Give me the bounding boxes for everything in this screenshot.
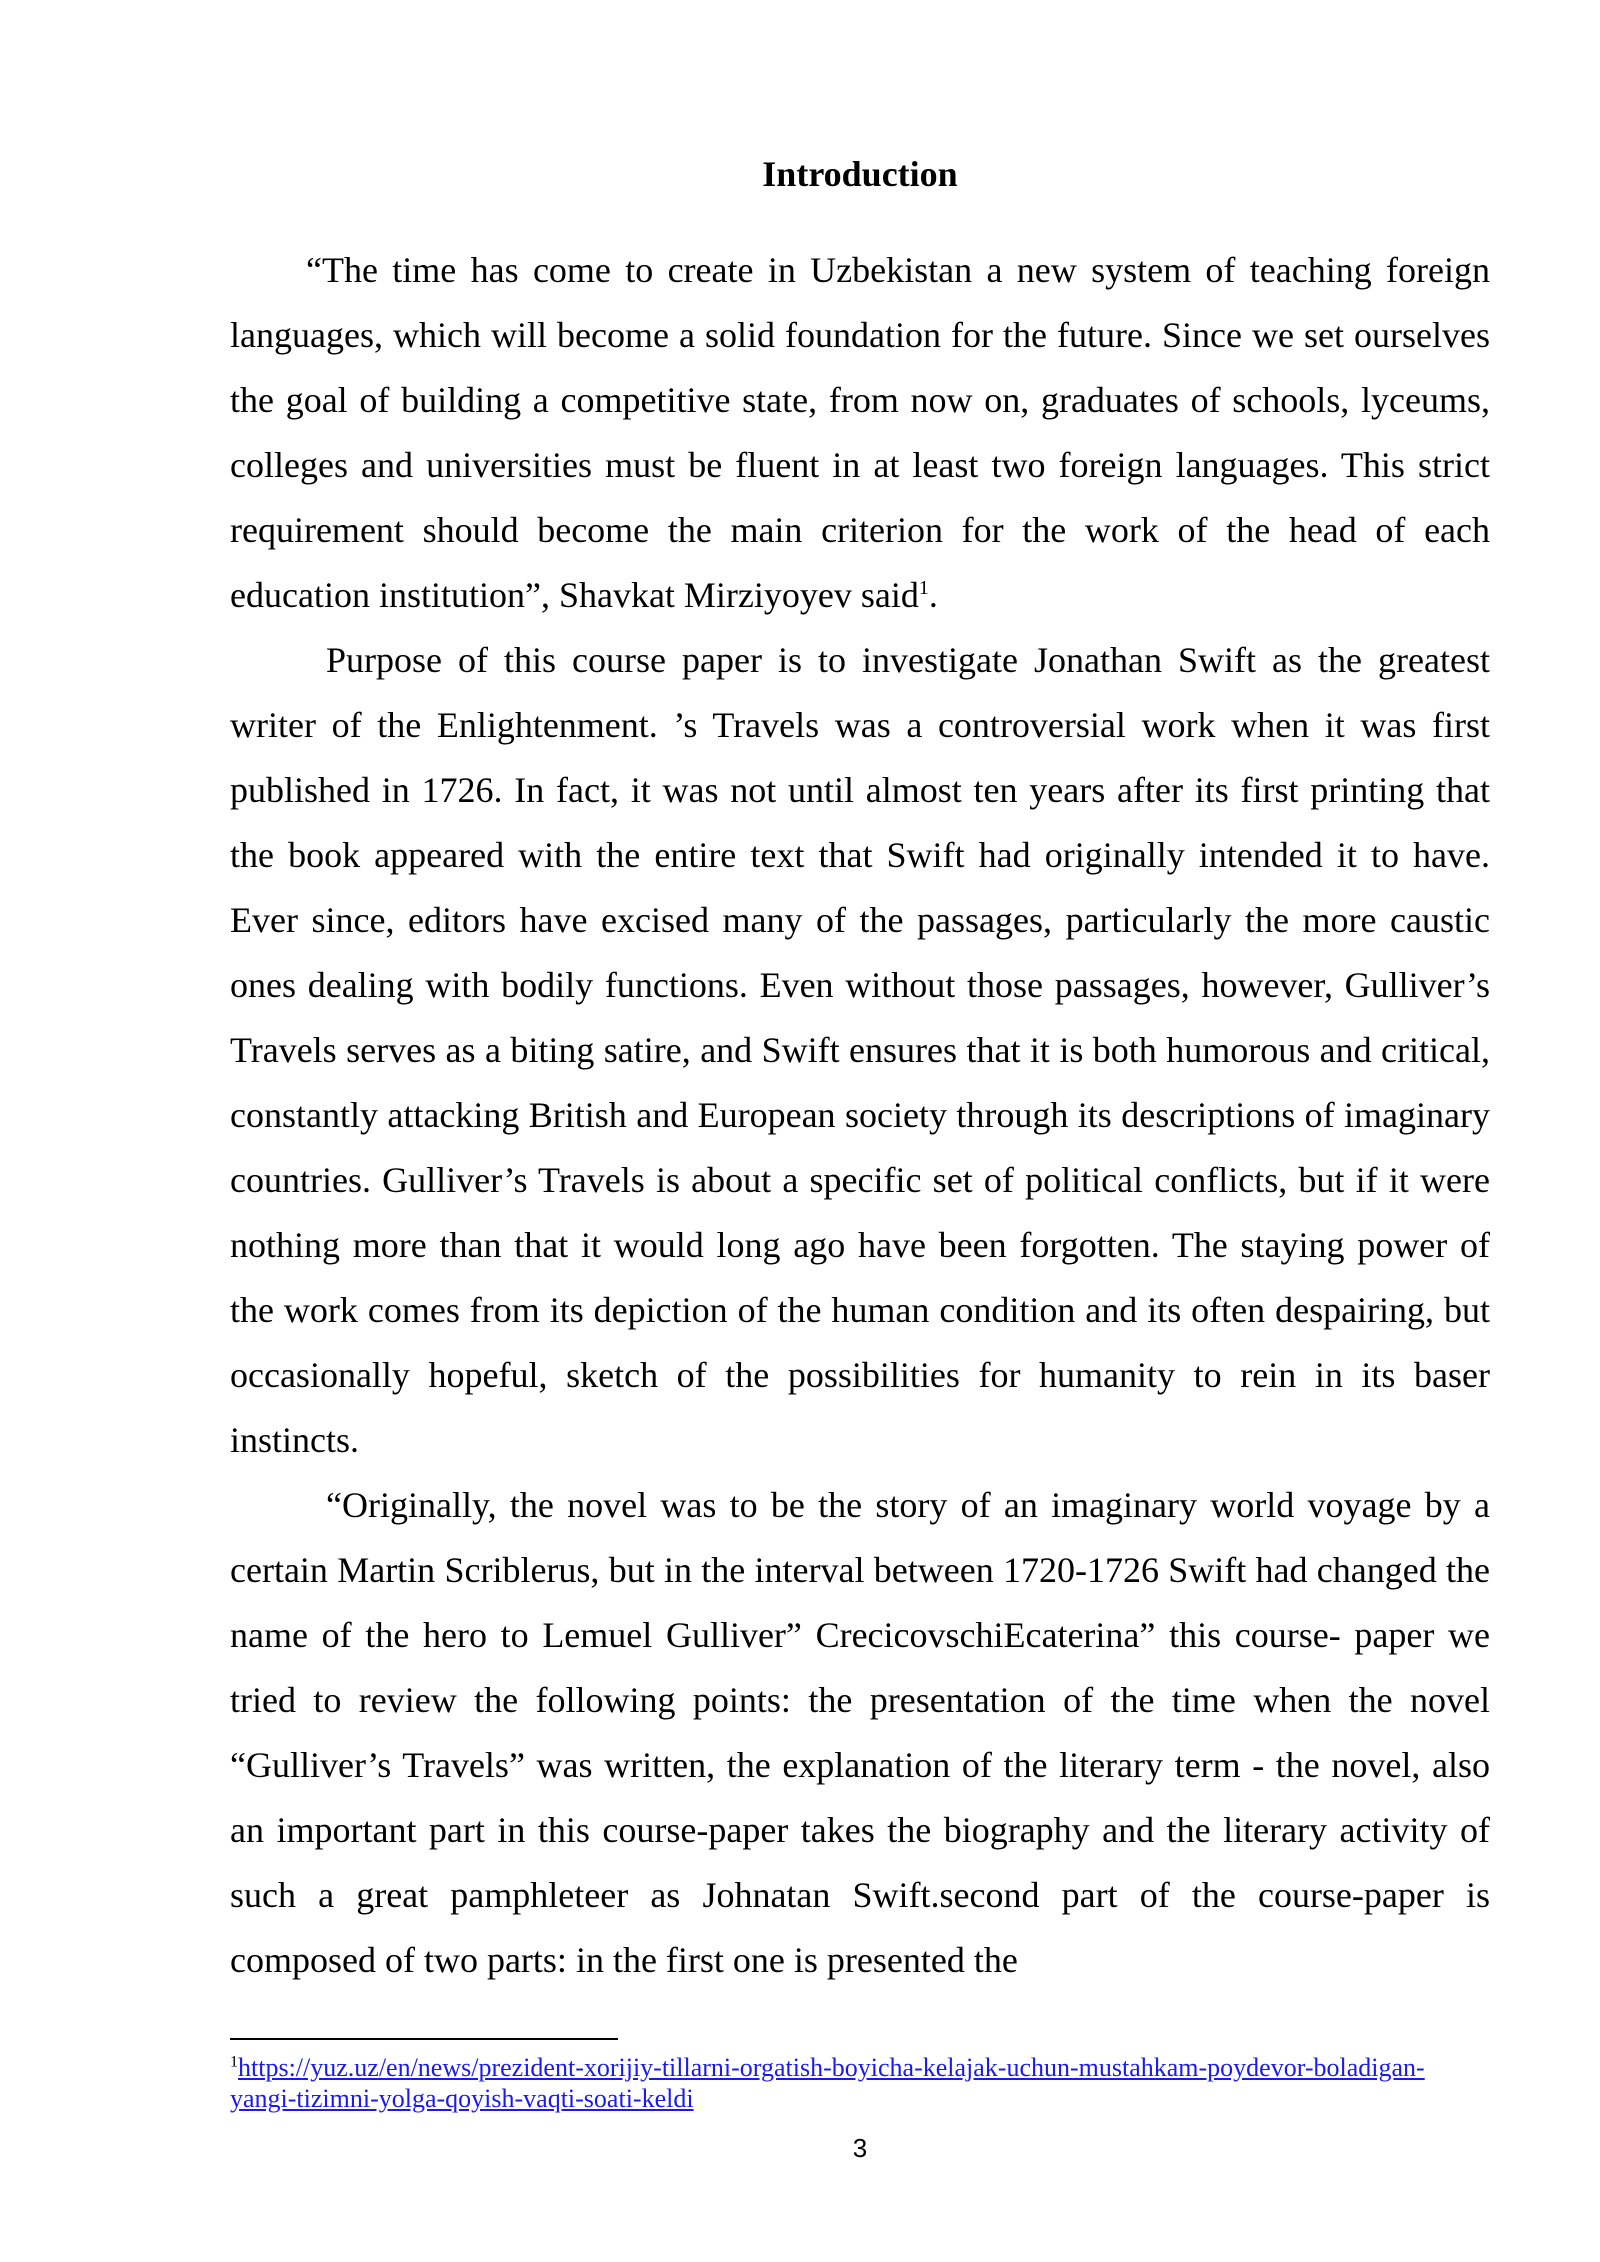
footnote-reference[interactable]: 1 <box>918 577 929 599</box>
section-title: Introduction <box>762 154 958 194</box>
paragraph-2: Purpose of this course paper is to investigate Jonathan Swift as the greatest writer of the Enlightenment. ’s Travels was a controversial work when it was first published in 1726. In fact, it was not until almost ten years after its first printing that the book appeared with the entire text that Swift had originally intended it to have. Ever since, editors have excised many of the passages, particularly the more caustic ones dealing with bodily functions. Even without those passages, however, Gulliver’s Travels serves as a biting satire, and Swift ensures that it is both humorous and critical, constantly attacking British and European society through its descriptions of imaginary countries. Gulliver’s Travels is about a specific set of political conflicts, but if it were nothing more than that it would long ago have been forgotten. The staying power of the work comes from its depiction of the human condition and its often despairing, but occasionally hopeful, sketch of the possibilities for humanity to rein in its baser instincts. <box>230 640 1490 1460</box>
page-number: 3 <box>852 2133 868 2163</box>
footnote-separator <box>230 2038 618 2040</box>
paragraph-3: “Originally, the novel was to be the story of an imaginary world voyage by a certain Martin Scriblerus, but in the interval between 1720-1726 Swift had changed the name of the hero to Lemuel Gulliver” CrecicovschiEcaterina” this course- paper we tried to review the following points: the presentation of the time when the novel “Gulliver’s Travels” was written, the explanation of the literary term - the novel, also an important part in this course-paper takes the biography and the literary activity of such a great pamphleteer as Johnatan Swift.second part of the course-paper is composed of two parts: in the first one is presented the <box>230 1485 1490 1980</box>
body-text <box>230 238 1490 1993</box>
paragraph-1-tail: . <box>928 575 938 615</box>
footnote-link[interactable]: https://yuz.uz/en/news/prezident-xorijiy-tillarni-orgatish-boyicha-kelajak-uchun-mustahkam-poydevor-boladigan-yangi-tizimni-yolga-qoyish-vaqti-soati-keldi <box>230 2053 1425 2113</box>
footnote-marker: 1 <box>230 2053 238 2071</box>
paragraph-1 <box>230 238 1490 628</box>
footnote <box>230 2052 1490 2114</box>
paragraph-1-text: “The time has come to create in Uzbekistan a new system of teaching foreign languages, which will become a solid foundation for the future. Since we set ourselves the goal of building a competitive state, from now on, graduates of schools, lyceums, colleges and universities must be fluent in at least two foreign languages. This strict requirement should become the main criterion for the work of the head of each education institution”, Shavkat Mirziyoyev said <box>230 250 1490 615</box>
